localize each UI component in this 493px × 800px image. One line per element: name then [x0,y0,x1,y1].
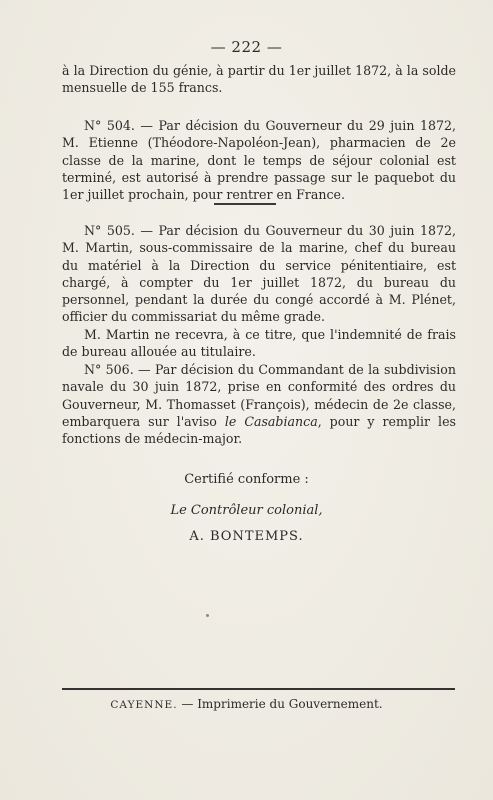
decision-505 [62,222,456,360]
decision-504 [62,117,456,203]
ink-speck [206,614,209,617]
printer-footer [0,697,493,711]
signatory-role: Le Contrôleur colonial, [170,503,323,518]
decision-505-note: M. Martin ne recevra, à ce titre, que l'indemnité de frais de bureau allouée au titulaire. [62,326,456,360]
decision-506-text-before: N° 506. — Par décision du Commandant de la subdivision navale du 30 juin 1872, prise en conformité des ordres du Gouverneur, M. Thomasset (François), médecin de 2e classe, embarquera sur l'aviso [62,362,456,429]
certified-line: Certifié conforme : [184,472,309,487]
signatory-name: A. BONTEMPS. [189,529,304,544]
decision-504-text: N° 504. — Par décision du Gouverneur du 29 juin 1872, M. Etienne (Théodore-Napoléon-Jean), pharmacien de 2e classe de la marine, dont le temps de séjour colonial est terminé, est autorisé à prendre passage sur le paquebot du 1er juillet prochain, pour rentrer en France. [62,118,456,203]
decision-506 [62,361,456,447]
decision-505-text: N° 505. — Par décision du Gouverneur du 30 juin 1872, M. Martin, sous-commissaire de la marine, chef du bureau du matériel à la Direction du service pénitentiaire, est chargé, à compter du 1er juillet 1872, du bureau du personnel, pendant la durée du congé accordé à M. Plénet, officier du commissariat du même grade. [62,223,456,325]
decision-506-text [62,361,456,447]
section-separator [214,203,276,205]
ship-name: le Casabianca [224,413,318,429]
footer-rule [62,688,455,690]
paragraph-continuation [62,62,456,97]
continuation-text: à la Direction du génie, à partir du 1er juillet 1872, à la solde mensuelle de 155 francs. [62,63,456,96]
decision-506-text-after: , pour y remplir les fonctions de médecin-major. [62,413,456,447]
footer-text: — Imprimerie du Gouvernement. [177,697,383,711]
page-number: — 222 — [210,38,283,56]
footer-city: CAYENNE. [110,699,178,711]
